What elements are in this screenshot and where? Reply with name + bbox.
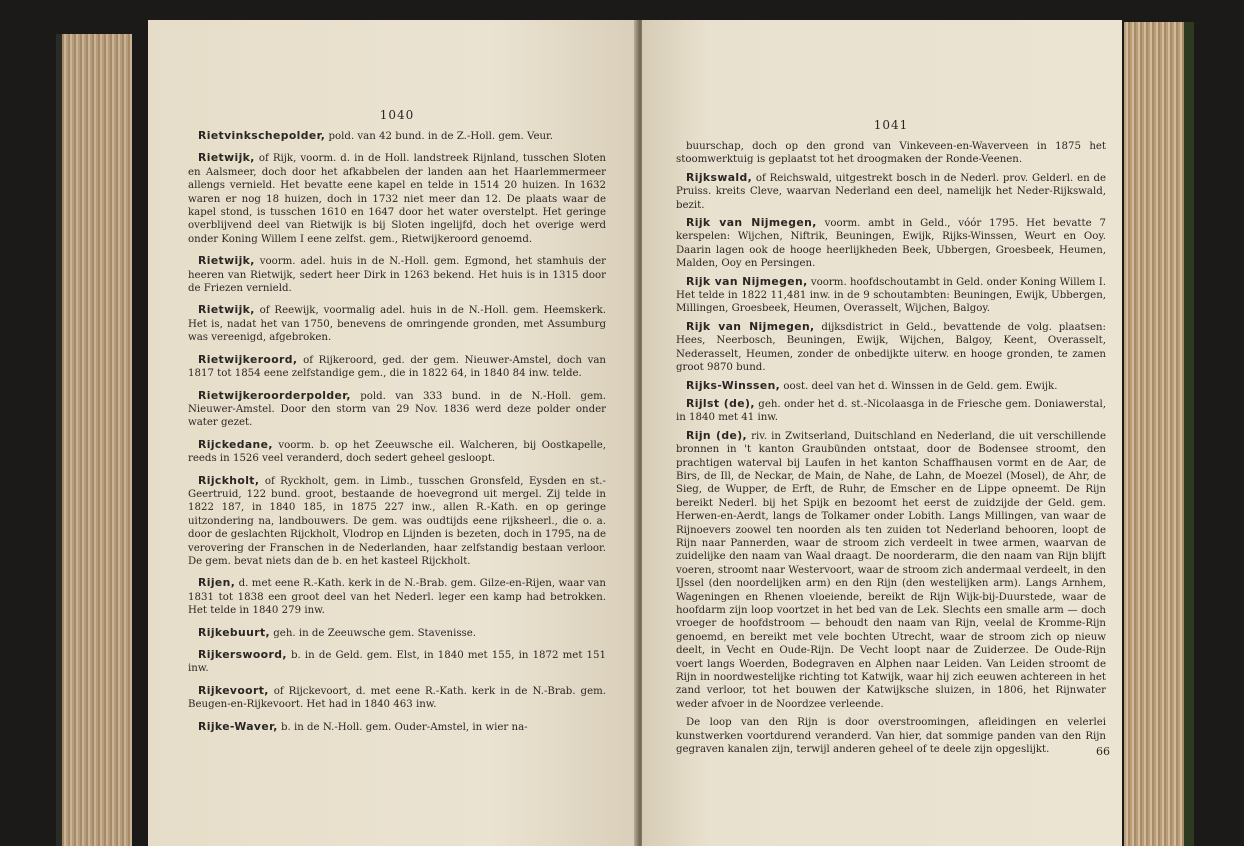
entry: [676, 379, 1106, 393]
headword: Rietwijk,: [198, 254, 255, 268]
entry-text: b. in de Geld. gem. Elst, in 1840 met 155, in 1872 met 151 inw.: [188, 650, 606, 675]
entry-text: dijksdistrict in Geld., bevattende de volg. plaatsen: Hees, Neerbosch, Beuningen, Ewijk, Wijchen, Balgoy, Keent, Overasselt, Nederasselt, Heumen, zonder de onbedijkte uiterw. en hooge gronden, te zamen groot 9870 bund.: [676, 321, 1106, 374]
entry-text: b. in de N.-Holl. gem. Ouder-Amstel, in wier na-: [277, 721, 528, 733]
entry-text: De loop van den Rijn is door overstroomingen, afleidingen en velerlei kunstwerken voortdurend veranderd. Van hier, dat sommige panden van den Rijn gegraven kanalen zijn, terwijl anderen geheel of te deele zijn opgeslijkt.: [676, 717, 1106, 756]
entry: [188, 626, 606, 640]
right-page: [642, 20, 1122, 846]
entry: [188, 389, 606, 430]
entry-text: of Reewijk, voormalig adel. huis in de N.-Holl. gem. Heemskerk. Het is, nadat het van 1750, benevens de omringende gronden, met Assumburg was vereenigd, afgebroken.: [188, 305, 606, 344]
entry: [676, 397, 1106, 425]
entry: [188, 720, 606, 734]
entry-text: geh. onder het d. st.-Nicolaasga in de Friesche gem. Doniawerstal, in 1840 met 41 inw.: [676, 398, 1106, 424]
entry-text: riv. in Zwitserland, Duitschland en Nederland, die uit verschillende bronnen in 't kanton Graubünden ontstaat, door de Bodensee stroomt, den prachtigen waterval bij Laufen in het kanton Schaffhausen vormt en de Aar, de Birs, de Ill, de Neckar, de Main, de Nahe, de Lahn, de Moezel (Mosel), de Ahr, de Sieg, de Wupper, de Erft, de Ruhr, de Emscher en de Lippe opneemt. De Rijn bereikt Nederl. bij het Spijk en bezoomt het eerst de zuidzijde der Geld. gem. Herwen-en-Aerdt, langs de Tolkamer onder Lobith. Langs Millingen, van waar de Rijnoevers zoowel ten noorden als ten zuiden tot Nederland behooren, loopt de Rijn naar Pannerden, waar de stroom zich verdeelt in twee armen, waarvan de zuidelijke den naam van Waal draagt. De noorderarm, die den naam van Rijn blijft voeren, stroomt naar Westervoort, waar de stroom zich andermaal verdeelt, in den IJssel (den noordelijken arm) en den Rijn (den westelijken arm). Langs Arnhem, Wageningen en Rhenen vloeiende, bereikt de Rijn Wijk-bij-Duurstede, waar de hoofdarm zijn loop voortzet in het bed van de Lek. Slechts een smalle arm — doch vroeger de hoofdstroom — behoudt den naam van Rijn, veelal de Kromme-Rijn genoemd, en bereikt met vele bochten Utrecht, waar de stroom zich op nieuw deelt, in Vecht en Oude-Rijn. De Vecht loopt naar de Zuiderzee. De Oude-Rijn voert langs Woerden, Bodegraven en Alphen naar Leiden. Van Leiden stroomt de Rijn in noordwestelijke richting tot Katwijk, waar hij zich eeuwen achtereen in het zand verloor, tot het bouwen der Katwijksche sluizen, in 1806, het Rijnwater weder afvoer in de Noordzee verleende.: [676, 430, 1106, 710]
book-edge-right: [1124, 22, 1194, 846]
entry: [676, 429, 1106, 712]
entry: [188, 438, 606, 466]
entry-text: of Rijkeroord, ged. der gem. Nieuwer-Amstel, doch van 1817 tot 1854 eene zelfstandige gem., die in 1822 64, in 1840 84 inw. telde.: [188, 354, 606, 380]
entry: [188, 129, 606, 143]
entry-text: oost. deel van het d. Winssen in de Geld. gem. Ewijk.: [780, 380, 1058, 392]
headword: Rijkswald,: [686, 170, 753, 184]
headword: Rijk van Nijmegen,: [686, 274, 808, 288]
entry-text: of Rijckevoort, d. met eene R.-Kath. kerk in de N.-Brab. gem. Beugen-en-Rijkevoort. Het had in 1840 463 inw.: [188, 685, 606, 711]
headword: Rijn (de),: [686, 428, 748, 442]
signature-mark: 66: [1096, 745, 1110, 758]
entry-text: geh. in de Zeeuwsche gem. Stavenisse.: [270, 627, 477, 639]
headword: Rijkerswoord,: [198, 648, 287, 661]
entry: [188, 684, 606, 712]
headword: Rijk van Nijmegen,: [686, 216, 817, 230]
page-number-left: 1040: [379, 108, 415, 122]
headword: Rijk van Nijmegen,: [686, 319, 815, 333]
entry: [676, 715, 1106, 756]
entry-text: of Reichswald, uitgestrekt bosch in de Nederl. prov. Gelderl. en de Pruiss. kreits Cleve, waarvan Nederland een deel, namelijk het Neder-Rijkswald, bezit.: [676, 172, 1106, 211]
entry: [188, 254, 606, 295]
entry: [188, 576, 606, 617]
headword: Rijkebuurt,: [198, 625, 271, 639]
left-column: [188, 108, 606, 742]
entry-text: buurschap, doch op den grond van Vinkeveen-en-Waverveen in 1875 het stoomwerktuig is geplaatst tot het droogmaken der Ronde-Veenen.: [676, 141, 1106, 166]
open-book: [56, 12, 1194, 846]
headword: Rijlst (de),: [686, 396, 755, 410]
entry-text: voorm. adel. huis in de N.-Holl. gem. Egmond, het stamhuis der heeren van Rietwijk, sedert heer Dirk in 1263 bekend. Het huis is in 1315 door de Friezen vernield.: [188, 256, 606, 295]
headword: Rietwijkeroorderpolder,: [198, 388, 351, 402]
headword: Rietwijkeroord,: [198, 352, 298, 366]
entry-text: voorm. ambt in Geld., vóór 1795. Het bevatte 7 kerspelen: Wijchen, Niftrik, Beuningen, Ewijk, Rijks-Winssen, Weurt en Ooy. Daarin lagen ook de hooge heerlijkheden Beek, Ubbergen, Groesbeek, Heumen, Malden, Ooy en Persingen.: [676, 218, 1106, 270]
page-number-right: 1041: [873, 118, 909, 132]
headword: Rijke-Waver,: [198, 719, 278, 733]
entry: [188, 474, 606, 569]
entry-text: pold. van 333 bund. in de N.-Holl. gem. Nieuwer-Amstel. Door den storm van 29 Nov. 1836 werd deze polder onder water gezet.: [188, 390, 606, 429]
headword: Rietwijk,: [198, 303, 255, 317]
entry: [676, 216, 1106, 271]
right-column: [676, 118, 1106, 760]
entry: [676, 139, 1106, 167]
entry-text: d. met eene R.-Kath. kerk in de N.-Brab. gem. Gilze-en-Rijen, waar van 1831 tot 1838 een groot deel van het Nederl. leger een kamp had betrokken. Het telde in 1840 279 inw.: [188, 578, 606, 617]
headword: Rietwijk,: [198, 151, 255, 165]
left-page: [148, 20, 636, 846]
entry: [188, 353, 606, 381]
entry: [188, 151, 606, 246]
entry-text: of Ryckholt, gem. in Limb., tusschen Gronsfeld, Eysden en st.-Geertruid, 122 bund. groot, bestaande de hoevegrond uit mergel. Zij telde in 1822 187, in 1840 185, in 1875 227 inw., allen R.-Kath. en op geringe uitzondering na, landbouwers. De gem. was oudtijds eene rijksheerl., die o. a. door de geslachten Rijckholt, Vlodrop en Lijnden is bezeten, doch in 1795, na de verovering der Franschen in de Nederlanden, haar zelfstandig bestaan verloor. De gem. bevat niets dan de b. en het kasteel Rijckholt.: [188, 475, 606, 567]
headword: Rijckedane,: [198, 437, 273, 451]
headword: Rijkevoort,: [198, 683, 269, 697]
headword: Rijks-Winssen,: [686, 378, 781, 392]
headword: Rijen,: [198, 576, 236, 590]
entry: [188, 303, 606, 344]
headword: Rijckholt,: [198, 473, 260, 487]
entry-text: pold. van 42 bund. in de Z.-Holl. gem. Veur.: [325, 131, 554, 142]
entry-text: of Rijk, voorm. d. in de Holl. landstreek Rijnland, tusschen Sloten en Aalsmeer, doch door het afkabbelen der landen aan het Haarlemmermeer allengs vernield. Het bevatte eene kapel en telde in 1514 20 huizen. In 1632 waren er nog 18 huizen, doch in 1732 niet meer dan 12. De plaats waar de kapel stond, is tusschen 1610 en 1647 door het water overstelpt. Het geringe overblijvend deel van Rietwijk is bij Sloten ingelijfd, doch het overige werd onder Koning Willem I eene zelfst. gem., Rietwijkeroord genoemd.: [188, 153, 606, 245]
headword: Rietvinkschepolder,: [198, 129, 326, 142]
entry: [676, 320, 1106, 375]
book-edge-left: [56, 34, 132, 846]
entry: [676, 275, 1106, 316]
entry-text: voorm. hoofdschoutambt in Geld. onder Koning Willem I. Het telde in 1822 11,481 inw. in de 9 schoutambten: Beuningen, Ewijk, Ubbergen, Millingen, Groesbeek, Heumen, Overasselt, Wijchen, Balgoy.: [676, 276, 1106, 315]
entry: [188, 648, 606, 676]
entry: [676, 171, 1106, 212]
entry-text: voorm. b. op het Zeeuwsche eil. Walcheren, bij Oostkapelle, reeds in 1526 veel veranderd, doch sedert geheel gesloopt.: [188, 439, 606, 465]
